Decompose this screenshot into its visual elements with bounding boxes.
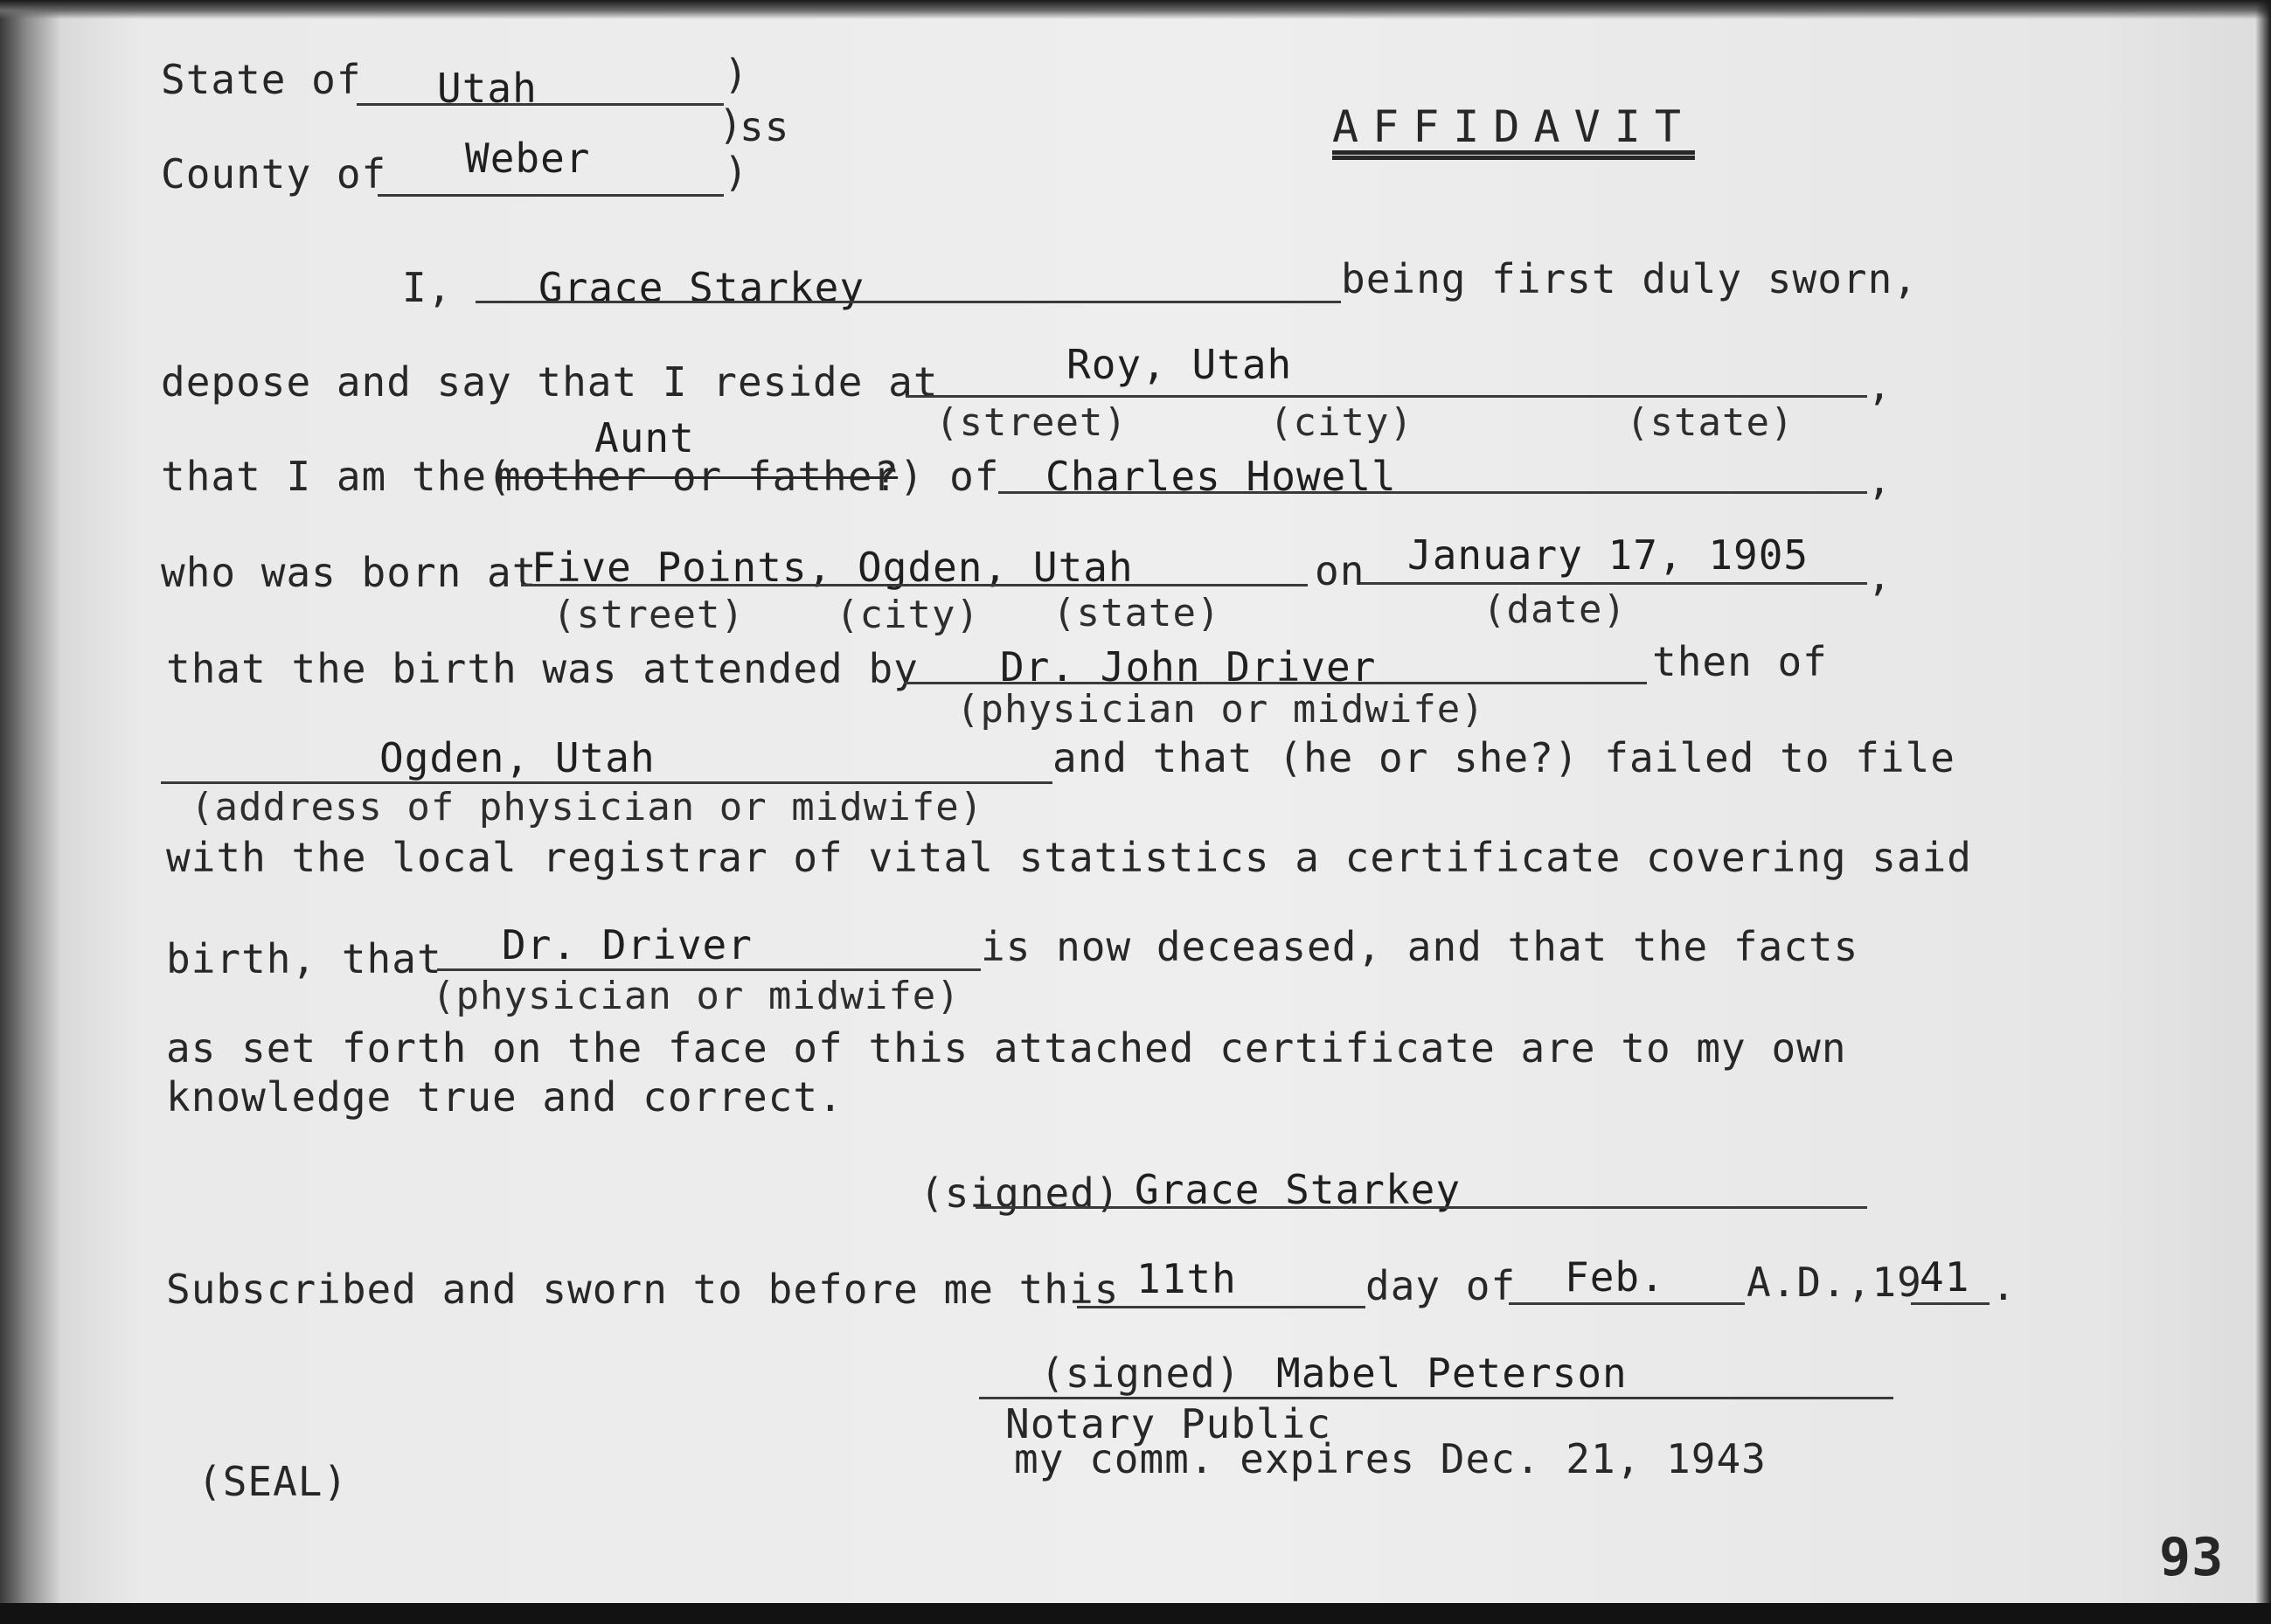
line1-suffix: being first duly sworn, bbox=[1341, 255, 1918, 302]
state-caption: (state) bbox=[1626, 400, 1795, 445]
residence-underline bbox=[906, 395, 1867, 398]
scan-edge-right bbox=[2255, 0, 2271, 1624]
affiant-signature-line bbox=[976, 1206, 1867, 1209]
line2-prefix: depose and say that I reside at bbox=[161, 358, 939, 406]
physician-caption-2: (physician or midwife) bbox=[432, 974, 961, 1018]
attendant-name: Dr. John Driver bbox=[1000, 643, 1377, 691]
notary-name: Mabel Peterson bbox=[1276, 1350, 1628, 1397]
affiant-name: Grace Starkey bbox=[538, 264, 865, 311]
then-of: then of bbox=[1652, 638, 1828, 685]
line3-relation-end: ?) of bbox=[874, 453, 1000, 500]
birth-date: January 17, 1905 bbox=[1407, 531, 1809, 579]
state-caption-2: (state) bbox=[1052, 591, 1221, 635]
line10: knowledge true and correct. bbox=[166, 1073, 844, 1121]
physician-caption: (physician or midwife) bbox=[956, 687, 1485, 732]
city-caption-2: (city) bbox=[836, 593, 980, 637]
jurat-day-of: day of bbox=[1365, 1262, 1517, 1309]
child-name: Charles Howell bbox=[1045, 453, 1397, 500]
child-underline bbox=[998, 491, 1867, 494]
line4-prefix: who was born at bbox=[161, 549, 538, 596]
affiant-underline bbox=[476, 301, 1341, 303]
birthplace: Five Points, Ogden, Utah bbox=[531, 544, 1134, 591]
county-underline bbox=[378, 194, 724, 197]
birthplace-underline bbox=[521, 584, 1308, 586]
address-caption: (address of physician or midwife) bbox=[191, 785, 984, 829]
jurat-month-underline bbox=[1509, 1302, 1745, 1305]
seal-mark: (SEAL) bbox=[198, 1458, 349, 1505]
city-caption: (city) bbox=[1269, 400, 1413, 445]
affiant-signature: Grace Starkey bbox=[1135, 1166, 1462, 1213]
relation-inserted: Aunt bbox=[594, 414, 695, 462]
notary-title: Notary Public bbox=[1005, 1400, 1332, 1447]
deceased-underline bbox=[437, 968, 981, 971]
bracket-bottom: ) bbox=[724, 149, 749, 196]
jurat-ad: A.D.,19 bbox=[1747, 1259, 1922, 1306]
bracket-top: ) bbox=[724, 51, 749, 98]
attendant-underline bbox=[904, 682, 1647, 684]
notary-signature-line bbox=[979, 1397, 1893, 1399]
county-value: Weber bbox=[465, 135, 591, 182]
jurat-day: 11th bbox=[1136, 1255, 1237, 1302]
ss-mark: ss bbox=[740, 103, 790, 150]
line7: with the local registrar of vital statistics a certificate covering said bbox=[166, 834, 1972, 881]
document-title: AFFIDAVIT bbox=[1332, 101, 1695, 152]
residence: Roy, Utah bbox=[1066, 341, 1293, 388]
notary-signed-label: (signed) bbox=[1040, 1350, 1241, 1397]
attendant-address-underline bbox=[161, 781, 1052, 784]
jurat-end: . bbox=[1991, 1262, 2017, 1309]
corner-page-mark: 93 bbox=[2159, 1527, 2225, 1588]
state-underline bbox=[357, 103, 724, 106]
notary-commission: my comm. expires Dec. 21, 1943 bbox=[1014, 1435, 1767, 1482]
street-caption: (street) bbox=[935, 400, 1128, 445]
jurat-day-underline bbox=[1077, 1306, 1365, 1308]
street-caption-2: (street) bbox=[552, 593, 745, 637]
date-caption: (date) bbox=[1483, 587, 1627, 632]
line8-suffix: is now deceased, and that the facts bbox=[981, 923, 1859, 970]
scan-edge-top bbox=[0, 0, 2271, 19]
jurat-prefix: Subscribed and sworn to before me this bbox=[166, 1266, 1120, 1313]
deceased-name: Dr. Driver bbox=[502, 921, 753, 968]
jurat-year-underline bbox=[1911, 1302, 1990, 1305]
birth-date-underline bbox=[1360, 582, 1867, 585]
line6-suffix: and that (he or she?) failed to file bbox=[1052, 734, 1955, 781]
line1-prefix: I, bbox=[402, 264, 453, 311]
relation-struck: mother or father bbox=[497, 453, 899, 500]
line3-prefix: that I am the( bbox=[161, 453, 512, 500]
scan-edge-bottom bbox=[0, 1603, 2271, 1624]
jurat-month: Feb. bbox=[1565, 1253, 1665, 1301]
affiant-signed-label: (signed) bbox=[920, 1169, 1121, 1217]
line8-prefix: birth, that bbox=[166, 935, 442, 982]
line5-prefix: that the birth was attended by bbox=[166, 645, 919, 692]
county-label: County of bbox=[161, 150, 387, 198]
jurat-year: 41 bbox=[1920, 1253, 1970, 1301]
attendant-address: Ogden, Utah bbox=[379, 734, 656, 781]
state-value: Utah bbox=[437, 65, 538, 112]
on-word: on bbox=[1315, 547, 1365, 594]
state-label: State of bbox=[161, 56, 362, 103]
affidavit-page: State of Utah ) County of Weber ) ) ss AFFIDAVIT I, Grace Starkey being first duly sworn, depose and say that I reside at Roy, Utah , (street) (city) (state) Aunt that I am the( mother or father ?) of Charles Howell , who was born at Five Points, Ogden, Utah on January 17, 1905 , (street) (city) (state) (date) that the birth was attended by Dr. John Driver then of (physician or midwife) Ogden, Utah and that (he or she?) failed to file (address of physician or midwife) with the local registrar of vital statistics a certificate covering said birth, that Dr. Driver is now deceased, and that the facts (physician or midwife) as set forth on the face of this attached certificate are to my own knowledge true and correct. (signed) Grace Starkey Subscribed and sworn to before me this 11th day of Feb. A.D.,19 41 . (signed) Mabel Peterson Notary Public my comm. expires Dec. 21, 1943 (SEAL) 93 bbox=[0, 0, 2271, 1624]
line9: as set forth on the face of this attached certificate are to my own bbox=[166, 1024, 1847, 1072]
